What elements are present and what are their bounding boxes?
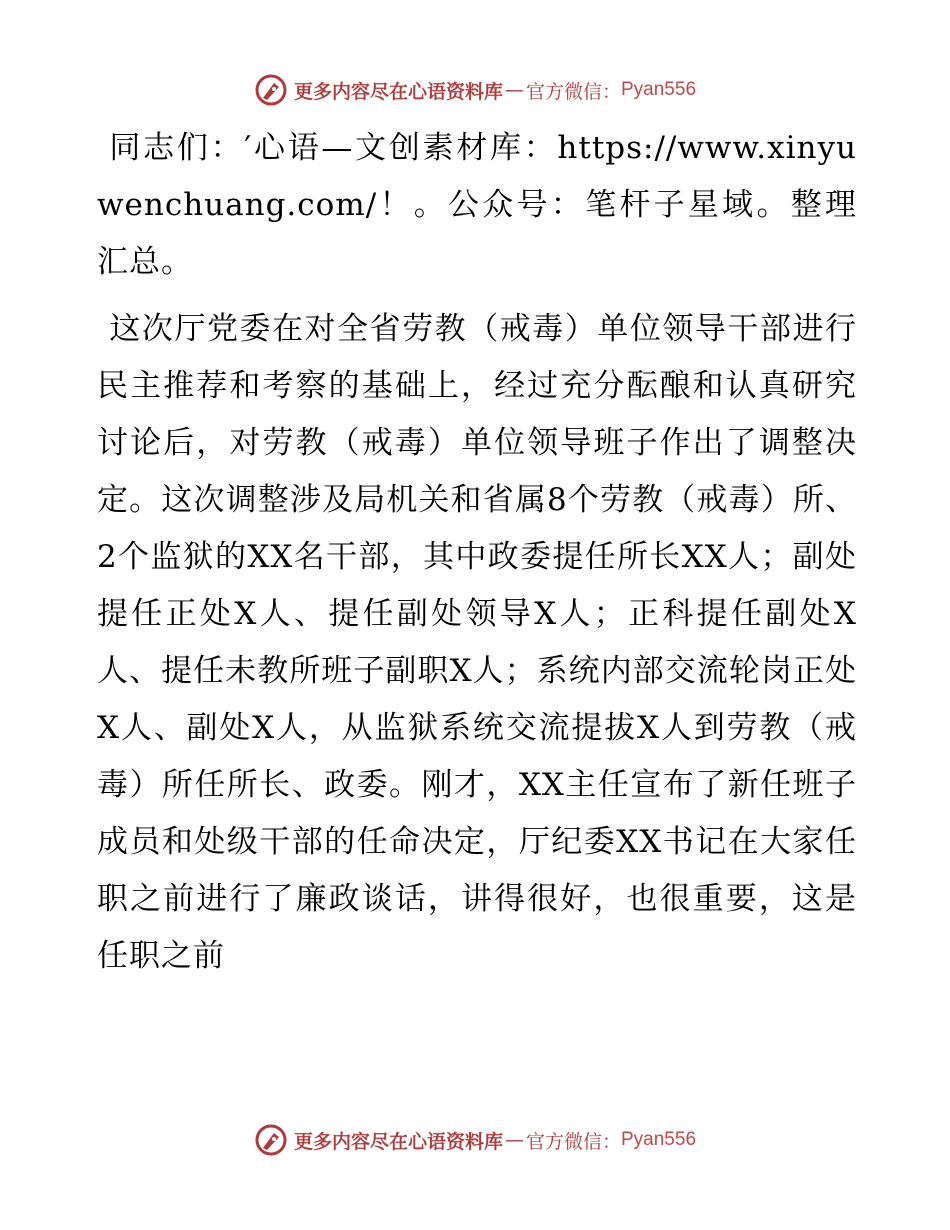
banner-main-text: 更多内容尽在心语资料库 (293, 1130, 503, 1153)
banner-wechat-id: Pyan556 (621, 1129, 697, 1150)
banner-wechat-label: 官方微信： (525, 80, 621, 103)
header-banner (0, 70, 950, 110)
banner-main-text: 更多内容尽在心语资料库 (293, 80, 503, 103)
paragraph-greeting: 同志们：′心语—文创素材库：https://www.xinyuwenchuang.com/！。公众号：笔杆子星域。整理汇总。 (97, 130, 857, 280)
paragraph-main: 这次厅党委在对全省劳教（戒毒）单位领导干部进行民主推荐和考察的基础上，经过充分酝酿和认真研究讨论后，对劳教（戒毒）单位领导班子作出了调整决定。这次调整涉及局机关和省属8个劳教（戒毒）所、2个监狱的XX名干部，其中政委提任所长XX人；副处提任正处X人、提任副处领导X人；正科提任副处X人、提任未教所班子副职X人；系统内部交流轮岗正处X人、副处X人，从监狱系统交流提拔X人到劳教（戒毒）所任所长、政委。刚才，XX主任宣布了新任班子成员和处级干部的任命决定，厅纪委XX书记在大家任职之前进行了廉政谈话，讲得很好，也很重要，这是任职之前 (97, 311, 857, 974)
document-body (97, 120, 857, 985)
banner-separator: — (504, 1129, 524, 1151)
banner-wechat-label: 官方微信： (525, 1130, 621, 1153)
banner-separator: — (504, 79, 524, 101)
banner-wechat-id: Pyan556 (621, 79, 697, 100)
pen-nib-logo-icon (254, 1123, 288, 1157)
pen-nib-logo-icon (254, 73, 288, 107)
footer-banner (0, 1120, 950, 1160)
